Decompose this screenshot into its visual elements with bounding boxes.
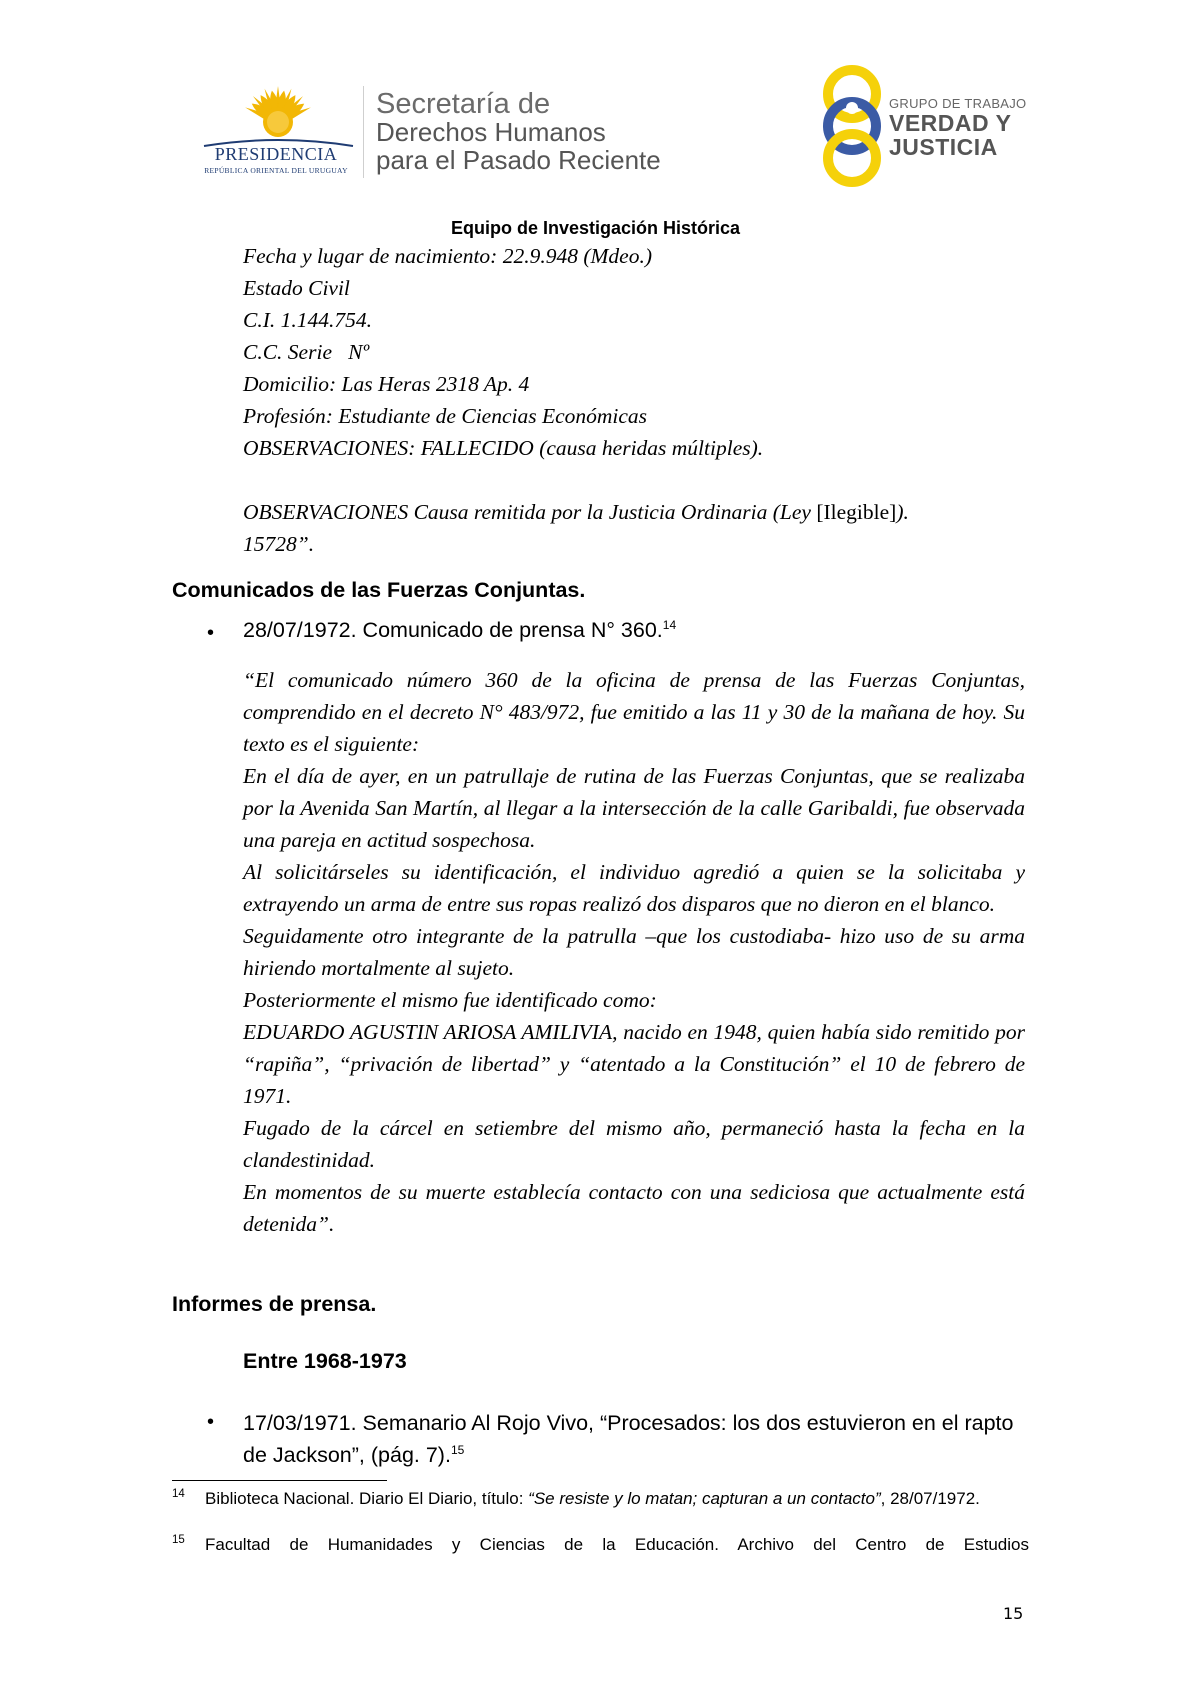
footnote-prefix: Biblioteca Nacional. Diario El Diario, título: <box>205 1489 529 1508</box>
footnote-number: 14 <box>172 1488 185 1500</box>
illegible-mark: [Ilegible] <box>816 500 897 524</box>
record-line: C.I. 1.144.754. <box>243 308 372 332</box>
bullet-icon: • <box>207 622 215 644</box>
record-line: Estado Civil <box>243 276 350 300</box>
secretaria-line-3: para el Pasado Reciente <box>376 145 661 175</box>
grupo-line-2: VERDAD Y <box>889 110 1012 136</box>
footnote-suffix: , 28/07/1972. <box>880 1489 980 1508</box>
footnote-title: “Se resiste y lo matan; capturan a un contacto” <box>528 1489 881 1508</box>
record-line: Profesión: Estudiante de Ciencias Económicas <box>243 404 648 428</box>
team-title: Equipo de Investigación Histórica <box>450 218 741 238</box>
footnote-ref[interactable]: 14 <box>662 617 677 632</box>
quote-paragraph: Seguidamente otro integrante de la patrulla –que los custodiaba- hizo uso de su arma hiriendo mortalmente al sujeto. <box>243 924 1025 980</box>
obs2-line-2: 15728”. <box>243 532 315 556</box>
footnote-number: 15 <box>172 1534 185 1546</box>
record-line: Domicilio: Las Heras 2318 Ap. 4 <box>243 372 530 396</box>
presidencia-name: PRESIDENCIA <box>214 144 338 164</box>
obs2-close: ). <box>896 500 909 524</box>
presidencia-logo <box>196 82 361 182</box>
footnote-text: Facultad de Humanidades y Ciencias de la Educación. Archivo del Centro de Estudios <box>205 1535 1029 1554</box>
quote-paragraph: En momentos de su muerte establecía contacto con una sediciosa que actualmente está detenida”. <box>243 1180 1025 1236</box>
footnote-14 <box>172 1488 1029 1509</box>
footnote-ref[interactable]: 15 <box>450 1442 465 1457</box>
secretaria-line-1: Secretaría de <box>376 88 551 120</box>
logo-divider <box>363 86 364 178</box>
secretaria-line-2: Derechos Humanos <box>376 117 606 147</box>
page-number: 15 <box>1003 1604 1024 1623</box>
observaciones-note <box>243 496 1023 560</box>
grupo-line-3: JUSTICIA <box>889 134 998 160</box>
record-line: OBSERVACIONES: FALLECIDO (causa heridas múltiples). <box>243 436 764 460</box>
record-line: Fecha y lugar de nacimiento: 22.9.948 (Mdeo.) <box>243 244 652 268</box>
comunicado-quote <box>243 664 1025 1240</box>
footnote-separator <box>172 1480 387 1481</box>
quote-paragraph: Fugado de la cárcel en setiembre del mismo año, permaneció hasta la fecha en la clandestinidad. <box>243 1116 1025 1172</box>
secretaria-logo-text <box>376 90 661 174</box>
quote-paragraph: En el día de ayer, en un patrullaje de rutina de las Fuerzas Conjuntas, que se realizaba por la Avenida San Martín, al llegar a la intersección de la calle Garibaldi, fue observada una pareja en actitud sospechosa. <box>243 764 1025 852</box>
presidencia-subtitle: REPÚBLICA ORIENTAL DEL URUGUAY <box>204 166 348 175</box>
section-heading-comunicados: Comunicados de las Fuerzas Conjuntas. <box>172 578 586 602</box>
footnote-15 <box>172 1534 1029 1555</box>
list-item-informe <box>243 1407 1025 1471</box>
footnote-text <box>205 1488 1029 1509</box>
list-item-text: 28/07/1972. Comunicado de prensa N° 360. <box>243 618 663 642</box>
section-heading-informes: Informes de prensa. <box>172 1292 377 1316</box>
subheading-date-range: Entre 1968-1973 <box>243 1349 407 1373</box>
record-block <box>243 240 1023 464</box>
sun-emblem-icon <box>196 82 361 152</box>
record-line: C.C. Serie Nº <box>243 340 370 364</box>
quote-paragraph: Al solicitárseles su identificación, el individuo agredió a quien se la solicitaba y extrayendo un arma de entre sus ropas realizó dos disparos que no dieron en el blanco. <box>243 860 1025 916</box>
list-item-text: 17/03/1971. Semanario Al Rojo Vivo, “Procesados: los dos estuvieron en el rapto de Jackson”, (pág. 7). <box>243 1411 1014 1467</box>
quote-paragraph: Posteriormente el mismo fue identificado como: <box>243 988 657 1012</box>
grupo-trabajo-text <box>889 96 1026 159</box>
quote-paragraph: “El comunicado número 360 de la oficina de prensa de las Fuerzas Conjuntas, comprendido en el decreto N° 483/972, fue emitido a las 11 y 30 de la mañana de hoy. Su texto es el siguiente: <box>243 668 1025 756</box>
bullet-icon: • <box>207 1411 215 1433</box>
quote-paragraph: EDUARDO AGUSTIN ARIOSA AMILIVIA, nacido en 1948, quien había sido remitido por “rapiña”, “privación de libertad” y “atentado a la Constitución” el 10 de febrero de 1971. <box>243 1020 1025 1108</box>
list-item-comunicado <box>243 618 676 643</box>
grupo-line-1: GRUPO DE TRABAJO <box>889 96 1027 111</box>
obs2-text: OBSERVACIONES Causa remitida por la Justicia Ordinaria (Ley <box>243 500 817 524</box>
